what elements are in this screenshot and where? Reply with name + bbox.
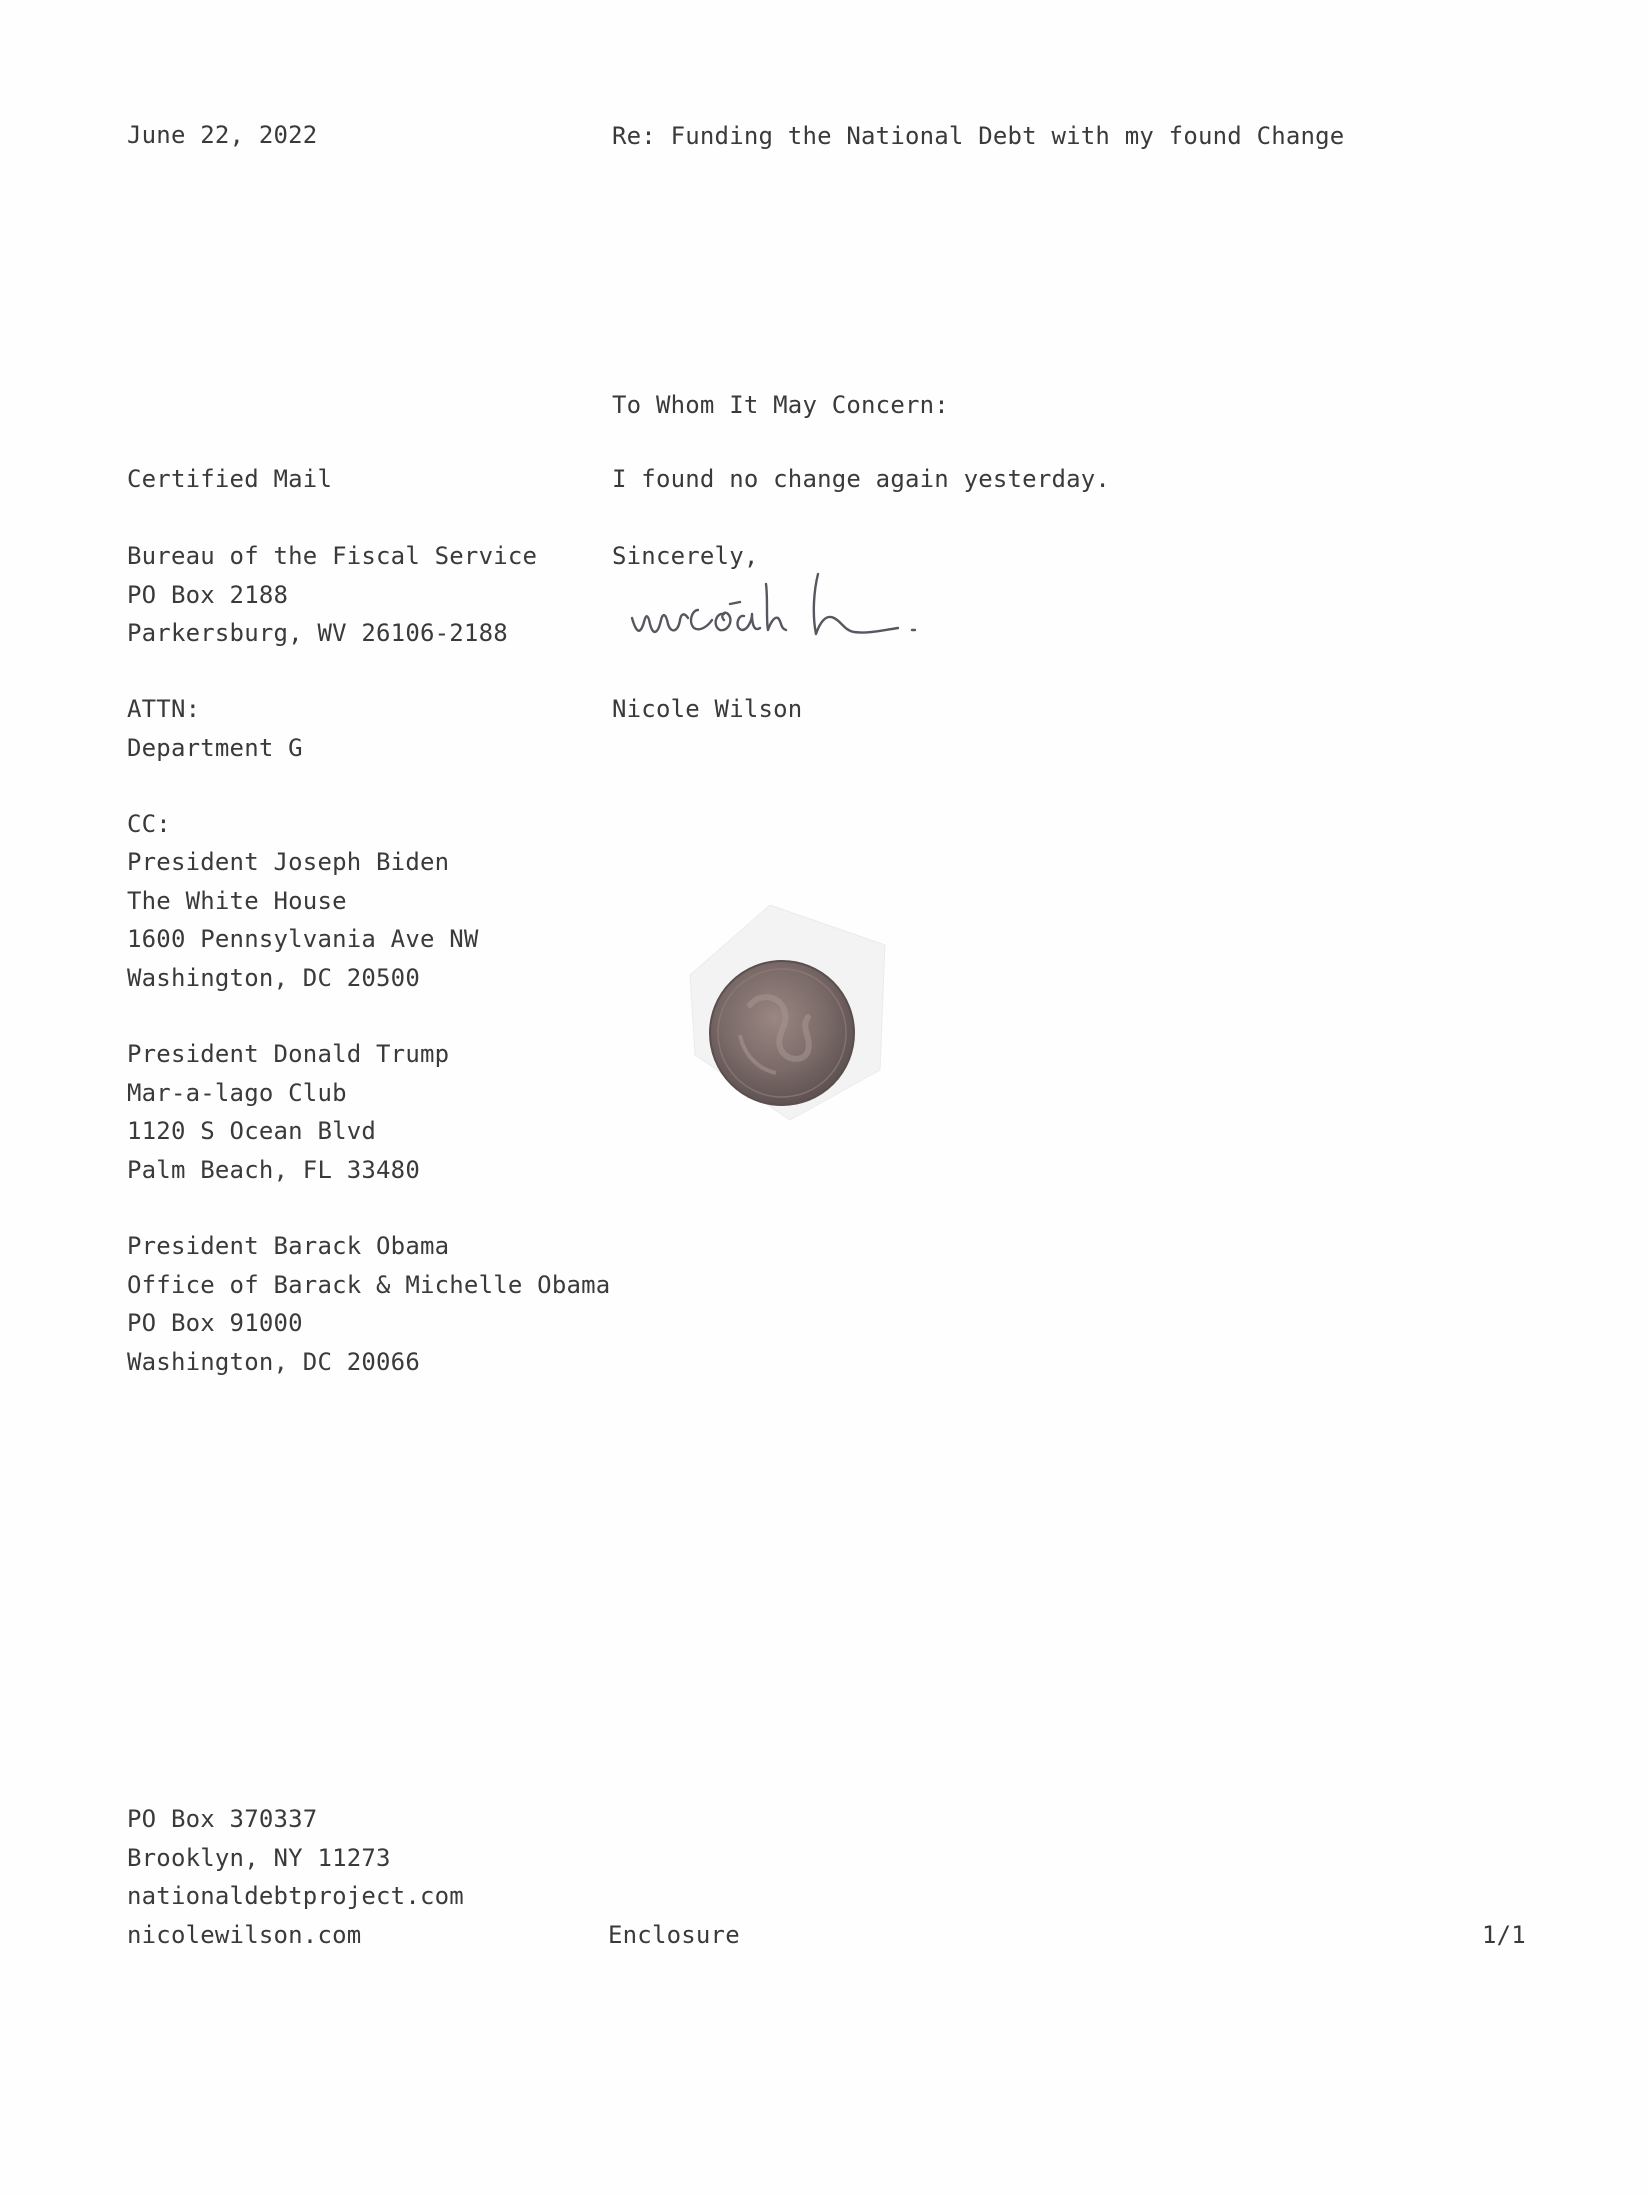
cc-line: PO Box 91000	[127, 1309, 303, 1337]
cc-address-trump	[127, 1035, 449, 1189]
sender-line: Brooklyn, NY 11273	[127, 1843, 391, 1872]
letter-body: I found no change again yesterday.	[612, 465, 1111, 493]
cc-line: The White House	[127, 886, 347, 915]
recipient-address	[127, 537, 537, 653]
cc-line: President Joseph Biden	[127, 848, 450, 876]
cc-line: Washington, DC 20066	[127, 1347, 420, 1376]
sender-line: PO Box 370337	[127, 1805, 318, 1833]
cc-line: 1120 S Ocean Blvd	[127, 1117, 377, 1145]
enclosure-note: Enclosure	[608, 1921, 740, 1949]
letter-subject: Re: Funding the National Debt with my found Change	[612, 122, 1345, 150]
cc-label: CC:	[127, 810, 171, 838]
sender-address	[127, 1800, 464, 1954]
cc-line: Palm Beach, FL 33480	[127, 1155, 420, 1184]
letter-date: June 22, 2022	[127, 121, 318, 149]
closing: Sincerely,	[612, 542, 759, 570]
sender-website: nationaldebtproject.com	[127, 1882, 464, 1910]
salutation: To Whom It May Concern:	[612, 391, 949, 419]
recipient-line: PO Box 2188	[127, 580, 289, 609]
penny-coin-icon	[680, 905, 895, 1120]
recipient-line: Parkersburg, WV 26106-2188	[127, 619, 508, 647]
attn-label: ATTN:	[127, 695, 201, 723]
cc-address-obama	[127, 1227, 610, 1381]
attn-department: Department G	[127, 733, 303, 762]
page-number: 1/1	[1482, 1921, 1526, 1949]
recipient-line: Bureau of the Fiscal Service	[127, 542, 538, 570]
cc-line: President Barack Obama	[127, 1232, 450, 1260]
cc-line: President Donald Trump	[127, 1040, 450, 1068]
attention-line	[127, 690, 303, 767]
cc-line: Mar-a-lago Club	[127, 1078, 347, 1107]
signature-image	[628, 570, 938, 650]
cc-line: 1600 Pennsylvania Ave NW	[127, 925, 479, 953]
sender-website: nicolewilson.com	[127, 1920, 362, 1949]
cc-line: Office of Barack & Michelle Obama	[127, 1270, 611, 1299]
mailing-method: Certified Mail	[127, 465, 333, 493]
cc-address-biden	[127, 843, 479, 997]
signer-name: Nicole Wilson	[612, 695, 803, 723]
cc-line: Washington, DC 20500	[127, 963, 420, 992]
